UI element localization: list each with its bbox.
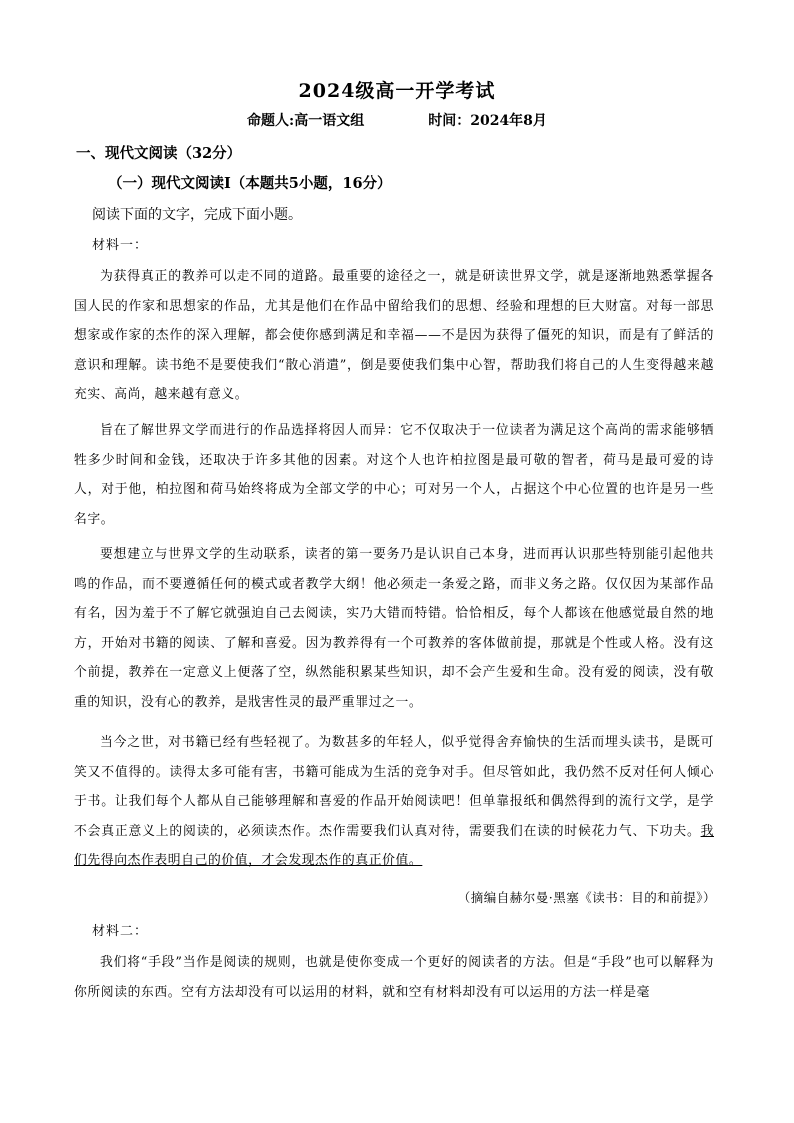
section-heading: 一、现代文阅读（32分） bbox=[76, 145, 242, 162]
exam-time: 时间：2024年8月 bbox=[428, 113, 547, 129]
reading-instruction: 阅读下面的文字，完成下面小题。 bbox=[92, 207, 302, 223]
material-two-paragraph-1: 我们将“手段”当作是阅读的规则，也就是使你变成一个更好的阅读者的方法。但是“手段”也可以解释为你所阅读的东西。空有方法却没有可以运用的材料，就和空有材料却没有可以运用的方法一样是毫 bbox=[74, 955, 714, 1000]
material-one-paragraph-3: 要想建立与世界文学的生动联系，读者的第一要务乃是认识自己本身，进而再认识那些特别能引起他共鸣的作品，而不要遵循任何的模式或者教学大纲！他必须走一条爱之路，而非义务之路。仅仅因为某部作品有名，因为羞于不了解它就强迫自己去阅读，实乃大错而特错。恰恰相反，每个人都该在他感觉最自然的地方，开始对书籍的阅读、了解和喜爱。因为教养得有一个可教养的客体做前提，那就是个性或人格。没有这个前提，教养在一定意义上便落了空，纵然能积累某些知识，却不会产生爱和生命。没有爱的阅读，没有敬重的知识，没有心的教养，是戕害性灵的最严重罪过之一。 bbox=[74, 547, 714, 710]
material-one-paragraph-2: 旨在了解世界文学而进行的作品选择将因人而异：它不仅取决于一位读者为满足这个高尚的需求能够牺牲多少时间和金钱，还取决于许多其他的因素。对这个人也许柏拉图是最可敬的智者，荷马是最可爱的诗人，对于他，柏拉图和荷马始终将成为全部文学的中心；可对另一个人，占据这个中心位置的也许是另一些名字。 bbox=[74, 423, 714, 527]
exam-title: 2024级高一开学考试 bbox=[298, 80, 496, 102]
material-two-label: 材料二： bbox=[92, 924, 149, 939]
exam-meta bbox=[0, 110, 794, 130]
underlined-sentence: 我们先得向杰作表明自己的价值，才会发现杰作的真正价值。 bbox=[74, 823, 714, 868]
source-citation: （摘编自赫尔曼·黑塞《读书：目的和前提》） bbox=[457, 890, 716, 905]
exam-author: 命题人:高一语文组 bbox=[247, 113, 365, 129]
material-one-paragraph-4 bbox=[74, 728, 714, 876]
paragraph-4-text: 当今之世，对书籍已经有些轻视了。为数甚多的年轻人，似乎觉得舍弃愉快的生活而埋头读书，是既可笑又不值得的。读得太多可能有害，书籍可能成为生活的竞争对手。但尽管如此，我仍然不反对任何人倾心于书。让我们每个人都从自己能够理解和喜爱的作品开始阅读吧！但单靠报纸和偶然得到的流行文学，是学不会真正意义上的阅读的，必须读杰作。杰作需要我们认真对待，需要我们在读的时候花力气、下功夫。 bbox=[74, 735, 714, 839]
material-one-label: 材料一： bbox=[92, 238, 149, 253]
subsection-heading: （一）现代文阅读Ⅰ（本题共5小题，16分） bbox=[108, 175, 392, 192]
material-one-paragraph-1: 为获得真正的教养可以走不同的道路。最重要的途径之一，就是研读世界文学，就是逐渐地熟悉掌握各国人民的作家和思想家的作品，尤其是他们在作品中留给我们的思想、经验和理想的巨大财富。对每一部思想家或作家的杰作的深入理解，都会使你感到满足和幸福——不是因为获得了僵死的知识，而是有了鲜活的意识和理解。读书绝不是要使我们“散心消遣”，倒是要使我们集中心智，帮助我们将自己的人生变得越来越充实、高尚，越来越有意义。 bbox=[74, 269, 714, 402]
